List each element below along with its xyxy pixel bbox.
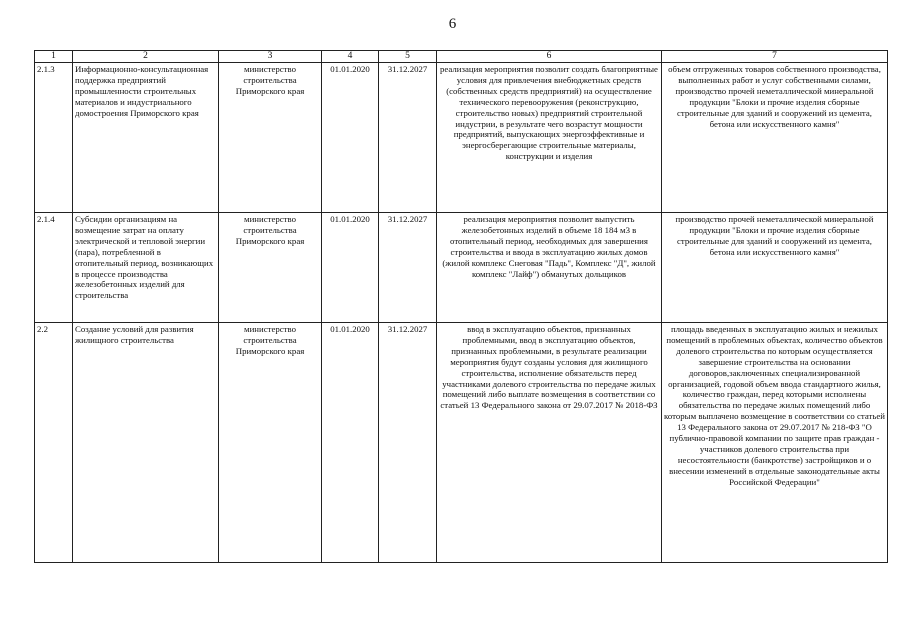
column-header: 4 <box>322 51 379 63</box>
end-date: 31.12.2027 <box>379 213 437 323</box>
item-number: 2.1.4 <box>35 213 73 323</box>
measure-name: Информационно-консультационная поддержка предприятий промышленности строительных материалов и индустриального домостроения Приморского края <box>73 63 219 213</box>
indicator: производство прочей неметаллической минеральной продукции "Блоки и прочие изделия сборные строительные для зданий и сооружений из цемента, бетона или искусственного камня" <box>662 213 888 323</box>
indicator: площадь введенных в эксплуатацию жилых и нежилых помещений в проблемных объектах, количество объектов долевого строительства по которым осуществляется завершение строительства на основании договоров,заключенных специализированной организацией, годовой объем ввода стандартного жилья, количество граждан, перед которыми исполнены обязательства по передаче жилых помещений либо которым выплачено возмещение в соответствии со статьей 13 Федерального закона от 29.07.2017 № 218-ФЗ "О публично-правовой компании по защите прав граждан - участников долевого строительства при несостоятельности (банкротстве) застройщиков и о внесении изменений в отдельные законодательные акты Российской Федерации" <box>662 323 888 563</box>
executor: министерство строительства Приморского края <box>219 213 322 323</box>
page-number: 6 <box>448 16 457 32</box>
column-header: 6 <box>437 51 662 63</box>
end-date: 31.12.2027 <box>379 323 437 563</box>
measure-name: Субсидии организациям на возмещение затрат на оплату электрической и тепловой энергии (пара), потребленной в отопительный период, возникающих в процессе производства железобетонных изделий для строительства <box>73 213 219 323</box>
table-row <box>35 63 888 213</box>
executor: министерство строительства Приморского края <box>219 63 322 213</box>
table-row <box>35 323 888 563</box>
expected-result: реализация мероприятия позволит создать благоприятные условия для привлечения внебюджетных средств (собственных средств предприятий) на осуществление технического перевооружения (реконструкцию, строительство новых) предприятий строительной индустрии, в результате чего возрастут мощности предприятий, выпускающих энергоэффективные и энергосберегающие строительные материалы, конструкции и изделия <box>437 63 662 213</box>
start-date: 01.01.2020 <box>322 63 379 213</box>
table-row <box>35 213 888 323</box>
column-header: 3 <box>219 51 322 63</box>
measures-table <box>34 50 888 563</box>
expected-result: ввод в эксплуатацию объектов, признанных проблемными, ввод в эксплуатацию объектов, признанных проблемными, в результате реализации мероприятия будут созданы условия для жилищного строительства, исполнение обязательств перед участниками долевого строительства по передаче жилых помещений либо выплате возмещения в соответствии со статьей 13 Федерального закона от 29.07.2017 № 2018-ФЗ <box>437 323 662 563</box>
start-date: 01.01.2020 <box>322 213 379 323</box>
column-header: 7 <box>662 51 888 63</box>
expected-result: реализация мероприятия позволит выпустить железобетонных изделий в объеме 18 184 м3 в отопительный период, необходимых для завершения строительства и ввода в эксплуатацию жилых домов (жилой комплекс Снеговая "Падь", Комплекс "Д", жилой комплекс "Лайф") обманутых дольщиков <box>437 213 662 323</box>
item-number: 2.2 <box>35 323 73 563</box>
column-header: 5 <box>379 51 437 63</box>
column-header: 1 <box>35 51 73 63</box>
executor: министерство строительства Приморского края <box>219 323 322 563</box>
measure-name: Создание условий для развития жилищного строительства <box>73 323 219 563</box>
column-header: 2 <box>73 51 219 63</box>
indicator: объем отгруженных товаров собственного производства, выполненных работ и услуг собственными силами, производство прочей неметаллической минеральной продукции "Блоки и прочие изделия сборные строительные для зданий и сооружений из цемента, бетона или искусственного камня" <box>662 63 888 213</box>
start-date: 01.01.2020 <box>322 323 379 563</box>
end-date: 31.12.2027 <box>379 63 437 213</box>
header-row <box>35 51 888 63</box>
item-number: 2.1.3 <box>35 63 73 213</box>
